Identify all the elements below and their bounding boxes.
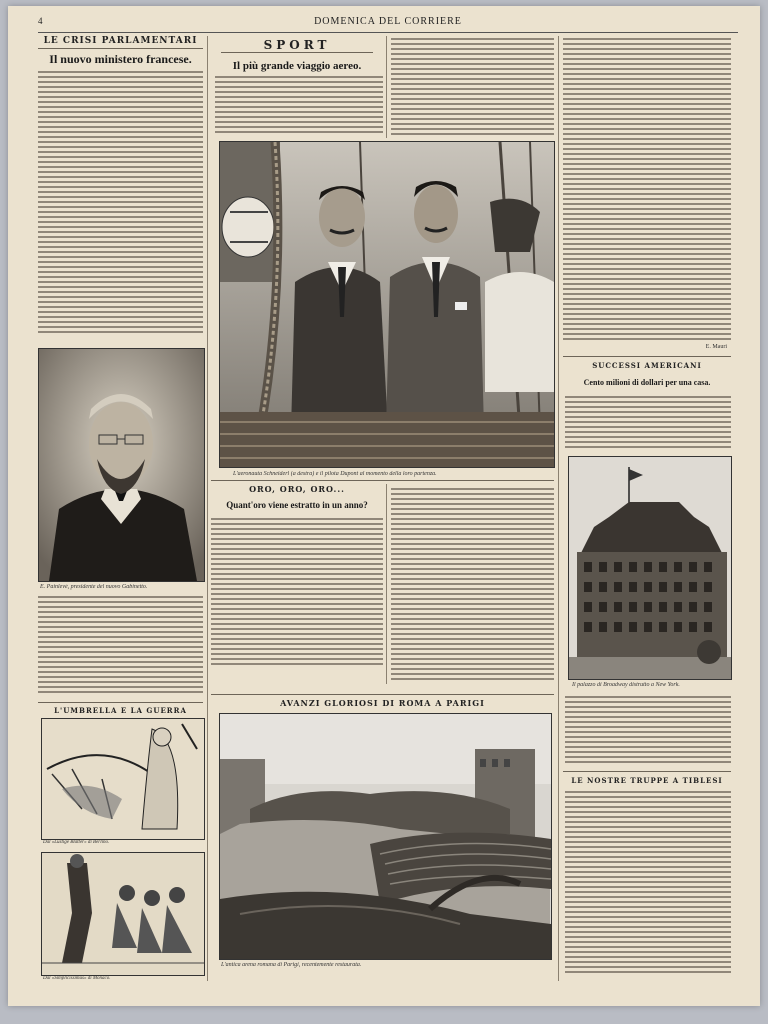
cartoon-top xyxy=(41,718,205,840)
article-body-continued xyxy=(38,596,203,696)
column-rule xyxy=(386,484,387,684)
divider xyxy=(211,694,554,695)
gold-body-col2 xyxy=(391,488,554,683)
newspaper-page xyxy=(8,6,760,1006)
column-rule xyxy=(207,36,208,981)
divider xyxy=(38,702,203,703)
troops-body xyxy=(565,791,731,976)
article-headline: Il nuovo ministero francese. xyxy=(49,52,192,66)
american-body-continued xyxy=(565,696,731,766)
balloon-photo xyxy=(219,141,555,468)
cartoon-caption-1: Dal «Lustige Blätter» di Berlino. xyxy=(43,840,110,845)
cartoon-drawing-2 xyxy=(42,853,204,975)
building-photo-caption: Il palazzo di Broadway distrutto a New York. xyxy=(572,682,680,688)
cartoon-drawing xyxy=(42,719,204,839)
troops-headline: LE NOSTRE TRUPPE A TIBLESI xyxy=(571,776,723,785)
sport-body-col2 xyxy=(391,38,554,136)
cartoon-caption-2: Dal «Simplicissimus» di Monaco. xyxy=(43,976,111,981)
divider xyxy=(211,480,554,481)
section-kicker-sport: SPORT xyxy=(263,38,331,52)
building-illustration xyxy=(569,457,731,679)
ruins-headline: AVANZI GLORIOSI DI ROMA A PARIGI xyxy=(280,698,485,708)
american-headline: Cento milioni di dollari per una casa. xyxy=(583,378,711,387)
aviators-illustration xyxy=(220,142,554,467)
gold-body xyxy=(211,518,383,668)
masthead-title: DOMENICA DEL CORRIERE xyxy=(314,16,462,27)
building-photo xyxy=(568,456,732,680)
balloon-photo-caption: L'aeronauta Schneiderl (a destra) e il pilota Dupont al momento della loro partenza. xyxy=(233,471,437,477)
cartoon-bottom xyxy=(41,852,205,976)
portrait-caption: E. Painlevé, presidente del nuovo Gabinetto. xyxy=(40,584,148,590)
column-rule xyxy=(558,36,559,981)
gold-kicker: ORO, ORO, ORO... xyxy=(249,484,345,494)
section-kicker: LE CRISI PARLAMENTARI xyxy=(43,36,198,46)
sport-section xyxy=(211,36,554,146)
divider xyxy=(563,771,731,772)
divider xyxy=(221,52,373,53)
column-right xyxy=(563,36,731,386)
portrait-illustration xyxy=(39,349,204,581)
sport-headline: Il più grande viaggio aereo. xyxy=(232,60,362,72)
divider xyxy=(563,356,731,357)
american-kicker: SUCCESSI AMERICANI xyxy=(592,361,702,370)
portrait-photo xyxy=(38,348,205,582)
arena-photo-caption: L'antica arena romana di Parigi, recentemente restaurata. xyxy=(221,962,362,968)
gold-headline: Quant'oro viene estratto in un anno? xyxy=(226,500,368,510)
arena-photo xyxy=(219,713,552,960)
gold-article xyxy=(211,484,383,668)
divider xyxy=(38,48,203,49)
american-body xyxy=(565,396,731,451)
article-body-right xyxy=(563,38,731,343)
page-number: 4 xyxy=(38,16,44,26)
sport-body xyxy=(215,76,383,134)
page-header xyxy=(38,16,738,33)
article-signature: E. Mauri xyxy=(705,344,727,350)
arena-illustration xyxy=(220,714,551,959)
cartoon-title: L'UMBRELLA E LA GUERRA xyxy=(54,706,187,715)
article-body xyxy=(38,71,203,333)
